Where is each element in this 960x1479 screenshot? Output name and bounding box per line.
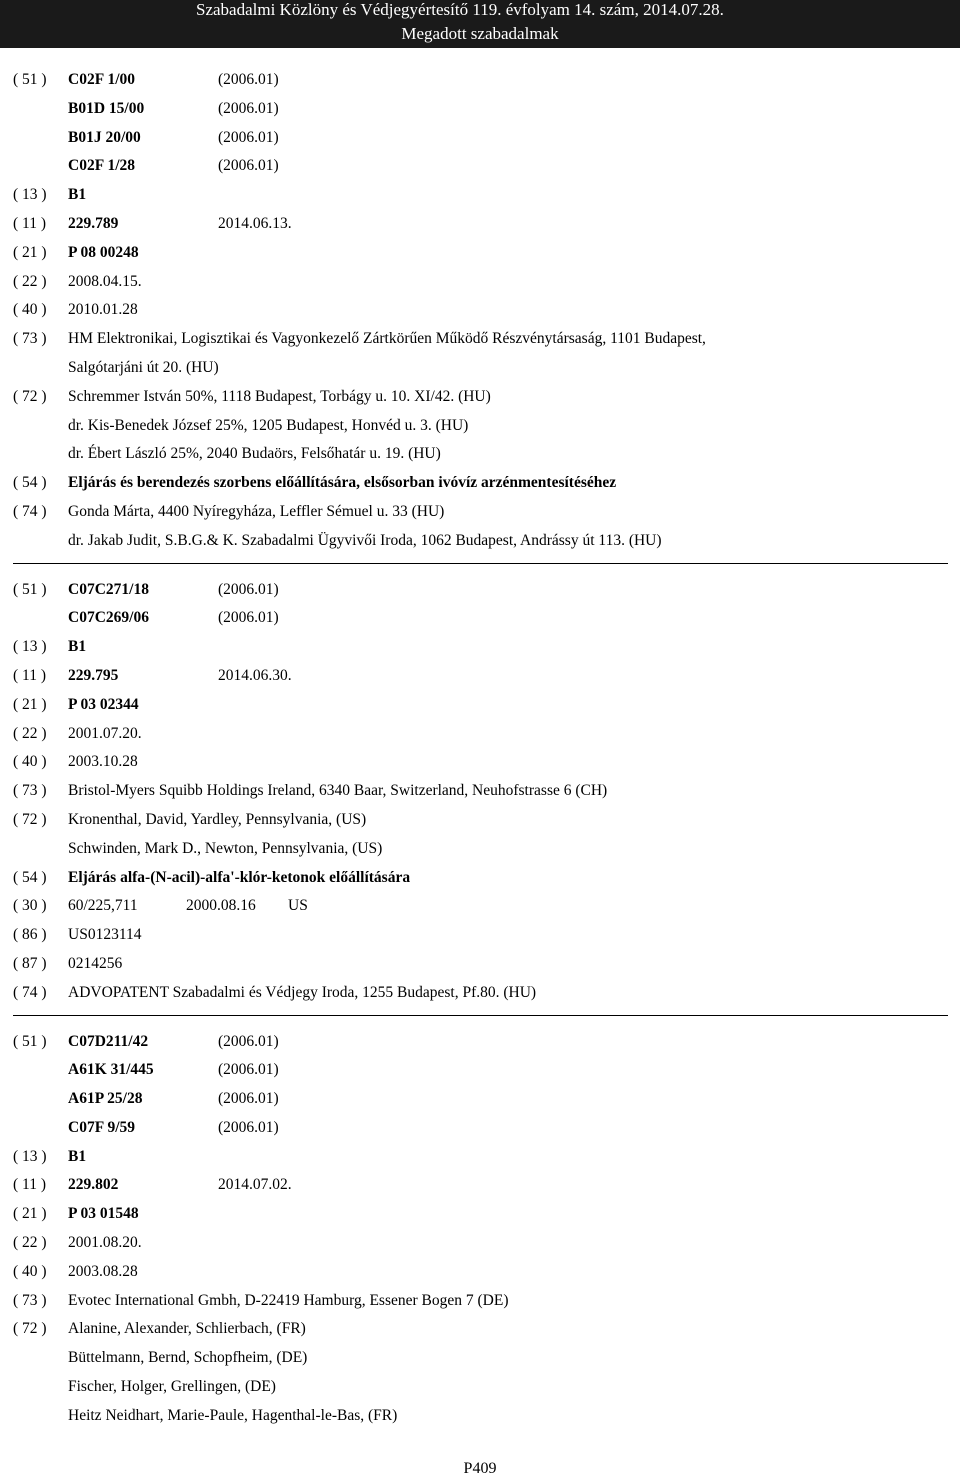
field-code: ( 54 ) <box>13 868 47 886</box>
field-value: A61K 31/445 <box>68 1061 154 1079</box>
field-row <box>13 440 948 469</box>
field-secondary-value: (2006.01) <box>218 157 279 175</box>
entry-divider <box>13 563 948 564</box>
field-value: Fischer, Holger, Grellingen, (DE) <box>68 1378 276 1396</box>
page-header <box>0 0 960 48</box>
field-value: 2003.08.28 <box>68 1262 138 1280</box>
field-code: ( 22 ) <box>13 272 47 290</box>
field-row <box>13 662 948 691</box>
field-row <box>13 181 948 210</box>
field-secondary-value: 2014.06.13. <box>218 214 292 232</box>
field-row <box>13 777 948 806</box>
field-code: ( 74 ) <box>13 502 47 520</box>
field-code: ( 22 ) <box>13 1234 47 1252</box>
field-code: ( 21 ) <box>13 695 47 713</box>
field-row <box>13 1085 948 1114</box>
field-row <box>13 1171 948 1200</box>
field-value: 2001.07.20. <box>68 724 142 742</box>
field-secondary-value: (2006.01) <box>218 580 279 598</box>
field-code: ( 11 ) <box>13 1176 46 1194</box>
patent-entry <box>13 66 948 556</box>
field-value: 0214256 <box>68 954 123 972</box>
patent-entry <box>13 576 948 1008</box>
field-value: P 03 01548 <box>68 1205 139 1223</box>
field-row <box>13 806 948 835</box>
field-row <box>13 720 948 749</box>
field-row <box>13 1287 948 1316</box>
field-value: 2003.10.28 <box>68 753 138 771</box>
field-value: P 03 02344 <box>68 695 139 713</box>
field-row <box>13 1056 948 1085</box>
field-value: C02F 1/28 <box>68 157 136 175</box>
field-code: ( 74 ) <box>13 983 47 1001</box>
field-value: Salgótarjáni út 20. (HU) <box>68 358 219 376</box>
field-row <box>13 354 948 383</box>
field-row <box>13 691 948 720</box>
field-row <box>13 95 948 124</box>
page-number: P409 <box>463 1460 497 1477</box>
field-row <box>13 239 948 268</box>
field-row <box>13 633 948 662</box>
field-value: C07C269/06 <box>68 609 149 627</box>
field-value: Eljárás alfa-(N-acil)-alfa'-klór-ketonok előállítására <box>68 868 411 886</box>
field-row <box>13 124 948 153</box>
field-row <box>13 268 948 297</box>
field-value: 229.795 <box>68 666 119 684</box>
priority-date: 2000.08.16 <box>186 897 256 915</box>
field-value: dr. Jakab Judit, S.B.G.& K. Szabadalmi Ügyvivői Iroda, 1062 Budapest, Andrássy út 113. (HU) <box>68 531 662 549</box>
field-code: ( 13 ) <box>13 186 47 204</box>
field-row <box>13 979 948 1008</box>
field-code: ( 21 ) <box>13 1205 47 1223</box>
patent-entry <box>13 1028 948 1431</box>
field-code: ( 30 ) <box>13 897 47 915</box>
field-code: ( 13 ) <box>13 1147 47 1165</box>
field-row <box>13 1114 948 1143</box>
journal-title: Szabadalmi Közlöny és Védjegyértesítő 119. évfolyam 14. szám, 2014.07.28. <box>196 0 724 19</box>
field-row <box>13 1344 948 1373</box>
field-code: ( 73 ) <box>13 782 47 800</box>
field-row <box>13 152 948 181</box>
field-value: B1 <box>68 186 87 204</box>
field-value: Kronenthal, David, Yardley, Pennsylvania, (US) <box>68 810 367 828</box>
field-code: ( 86 ) <box>13 926 47 944</box>
field-secondary-value: (2006.01) <box>218 1032 279 1050</box>
field-value: dr. Ébert László 25%, 2040 Budaörs, Felsőhatár u. 19. (HU) <box>68 445 441 463</box>
field-code: ( 40 ) <box>13 301 47 319</box>
field-code: ( 21 ) <box>13 243 47 261</box>
field-value: C07D211/42 <box>68 1032 149 1050</box>
field-row <box>13 1315 948 1344</box>
field-secondary-value: (2006.01) <box>218 71 279 88</box>
field-value: B01J 20/00 <box>68 128 141 146</box>
field-value: B01D 15/00 <box>68 99 145 117</box>
field-row <box>13 66 948 95</box>
field-value: B1 <box>68 638 87 656</box>
field-code: ( 51 ) <box>13 580 47 598</box>
field-code: ( 51 ) <box>13 1032 47 1050</box>
field-value: US0123114 <box>68 926 142 944</box>
field-code: ( 51 ) <box>13 71 47 88</box>
field-code: ( 11 ) <box>13 214 46 232</box>
field-row <box>13 1402 948 1431</box>
field-value: 229.789 <box>68 214 119 232</box>
field-value: Schwinden, Mark D., Newton, Pennsylvania, (US) <box>68 839 383 857</box>
field-secondary-value: 2014.07.02. <box>218 1176 292 1194</box>
field-value: 2001.08.20. <box>68 1234 142 1252</box>
field-value: 229.802 <box>68 1176 119 1194</box>
field-code: ( 72 ) <box>13 810 47 828</box>
section-title: Megadott szabadalmak <box>401 24 559 43</box>
entry-divider <box>13 1015 948 1016</box>
field-value: Gonda Márta, 4400 Nyíregyháza, Leffler Sémuel u. 33 (HU) <box>68 502 445 520</box>
field-value: 2008.04.15. <box>68 272 142 290</box>
field-row <box>13 864 948 893</box>
field-row <box>13 835 948 864</box>
field-value: B1 <box>68 1147 87 1165</box>
field-secondary-value: (2006.01) <box>218 99 279 117</box>
field-value: dr. Kis-Benedek József 25%, 1205 Budapest, Honvéd u. 3. (HU) <box>68 416 469 434</box>
priority-country: US <box>288 897 308 915</box>
field-value: C02F 1/00 <box>68 71 136 88</box>
field-value: 60/225,711 <box>68 897 138 915</box>
field-secondary-value: (2006.01) <box>218 1090 279 1108</box>
field-row <box>13 576 948 605</box>
field-value: Alanine, Alexander, Schlierbach, (FR) <box>68 1320 306 1338</box>
field-row <box>13 412 948 441</box>
field-code: ( 40 ) <box>13 1262 47 1280</box>
field-code: ( 54 ) <box>13 474 47 492</box>
patent-list <box>13 66 948 1431</box>
field-value: 2010.01.28 <box>68 301 138 319</box>
field-code: ( 72 ) <box>13 1320 47 1338</box>
field-code: ( 73 ) <box>13 1291 47 1309</box>
field-row <box>13 1229 948 1258</box>
field-value: Evotec International Gmbh, D-22419 Hamburg, Essener Bogen 7 (DE) <box>68 1291 509 1309</box>
field-value: Bristol-Myers Squibb Holdings Ireland, 6340 Baar, Switzerland, Neuhofstrasse 6 (CH) <box>68 782 608 800</box>
field-secondary-value: 2014.06.30. <box>218 666 292 684</box>
field-row <box>13 325 948 354</box>
field-secondary-value: (2006.01) <box>218 128 279 146</box>
field-value: P 08 00248 <box>68 243 139 261</box>
field-code: ( 40 ) <box>13 753 47 771</box>
field-value: A61P 25/28 <box>68 1090 143 1108</box>
field-value: Heitz Neidhart, Marie-Paule, Hagenthal-le-Bas, (FR) <box>68 1406 398 1424</box>
field-row <box>13 1028 948 1057</box>
field-code: ( 87 ) <box>13 954 47 972</box>
field-row <box>13 604 948 633</box>
field-secondary-value: (2006.01) <box>218 1061 279 1079</box>
field-row <box>13 1200 948 1229</box>
field-row <box>13 1258 948 1287</box>
field-value: Schremmer István 50%, 1118 Budapest, Torbágy u. 10. XI/42. (HU) <box>68 387 491 405</box>
field-value: ADVOPATENT Szabadalmi és Védjegy Iroda, 1255 Budapest, Pf.80. (HU) <box>68 983 537 1001</box>
field-value: HM Elektronikai, Logisztikai és Vagyonkezelő Zártkörűen Működő Részvénytársaság, 1101 Budapest, <box>68 330 706 348</box>
field-row <box>13 1373 948 1402</box>
field-code: ( 73 ) <box>13 330 47 348</box>
field-row <box>13 498 948 527</box>
field-row <box>13 748 948 777</box>
field-code: ( 11 ) <box>13 666 46 684</box>
field-secondary-value: (2006.01) <box>218 1118 279 1136</box>
field-code: ( 72 ) <box>13 387 47 405</box>
field-value: Büttelmann, Bernd, Schopfheim, (DE) <box>68 1349 308 1367</box>
field-code: ( 22 ) <box>13 724 47 742</box>
field-value: C07F 9/59 <box>68 1118 136 1136</box>
field-row <box>13 921 948 950</box>
field-row <box>13 469 948 498</box>
field-row <box>13 296 948 325</box>
field-row <box>13 950 948 979</box>
field-secondary-value: (2006.01) <box>218 609 279 627</box>
field-row <box>13 1143 948 1172</box>
field-value: C07C271/18 <box>68 580 149 598</box>
field-row <box>13 892 948 921</box>
field-code: ( 13 ) <box>13 638 47 656</box>
field-row <box>13 527 948 556</box>
field-row <box>13 210 948 239</box>
field-row <box>13 383 948 412</box>
field-value: Eljárás és berendezés szorbens előállítására, elsősorban ivóvíz arzénmentesítéséhez <box>68 474 617 492</box>
